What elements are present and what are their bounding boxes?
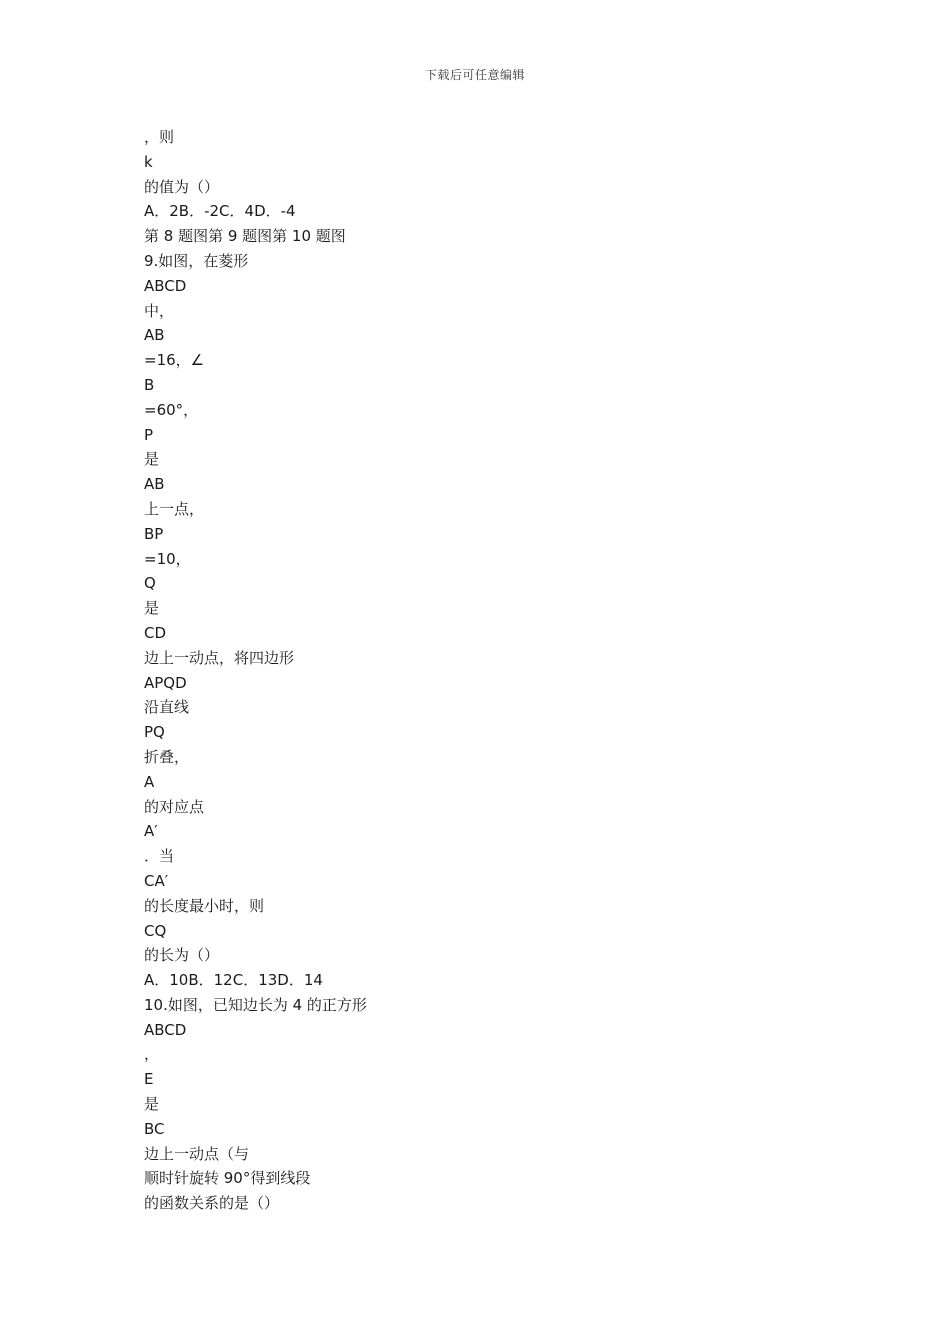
question-9-start: 9.如图，在菱形	[144, 251, 249, 270]
text-line: ，则	[144, 128, 175, 146]
text-line: A	[144, 772, 155, 791]
text-line: A′	[144, 822, 158, 841]
text-line: CD	[144, 623, 167, 642]
text-line: 是	[144, 1095, 160, 1114]
text-line: E	[144, 1070, 154, 1089]
text-line: B	[144, 375, 155, 394]
text-line: ABCD	[144, 276, 187, 295]
text-line: 的长度最小时，则	[144, 896, 265, 915]
text-line: 的长为（）	[144, 946, 220, 965]
text-line: 沿直线	[144, 698, 190, 717]
text-line: P	[144, 425, 154, 444]
text-line: 上一点，	[144, 499, 205, 518]
text-line: =16，∠	[144, 351, 205, 370]
document-body	[144, 125, 844, 1216]
text-line: AB	[144, 326, 165, 345]
text-line: 边上一动点（与	[144, 1144, 250, 1163]
figure-captions: 第 8 题图第 9 题图第 10 题图	[144, 227, 346, 246]
question-10-start: 10.如图，已知边长为 4 的正方形	[144, 995, 367, 1014]
text-line: PQ	[144, 723, 165, 742]
answer-options-q8: A．2B．-2C．4D．-4	[144, 202, 296, 221]
page-header: 下载后可任意编辑	[424, 68, 525, 82]
text-line: =10，	[144, 549, 191, 568]
text-line: 的对应点	[144, 797, 205, 816]
text-line: k	[144, 152, 153, 171]
text-line: 顺时针旋转 90°得到线段	[144, 1169, 311, 1188]
text-line: ．当	[144, 847, 175, 866]
text-line: 的值为（）	[144, 177, 220, 196]
text-line: 的函数关系的是（）	[144, 1194, 280, 1213]
text-line: Q	[144, 574, 156, 593]
text-line: AB	[144, 475, 165, 494]
text-line: ，	[144, 1045, 160, 1064]
text-line: =60°，	[144, 400, 199, 419]
text-line: CA′	[144, 871, 169, 890]
text-line: 是	[144, 599, 160, 618]
text-line: BP	[144, 524, 164, 543]
text-line: 折叠，	[144, 747, 190, 766]
answer-options-q9: A．10B．12C．13D．14	[144, 971, 323, 990]
text-line: ABCD	[144, 1020, 187, 1039]
text-line: 是	[144, 450, 160, 469]
text-line: 边上一动点，将四边形	[144, 648, 295, 667]
text-line: 中，	[144, 301, 175, 320]
text-line: BC	[144, 1119, 165, 1138]
text-line: APQD	[144, 673, 187, 692]
text-line: CQ	[144, 921, 167, 940]
